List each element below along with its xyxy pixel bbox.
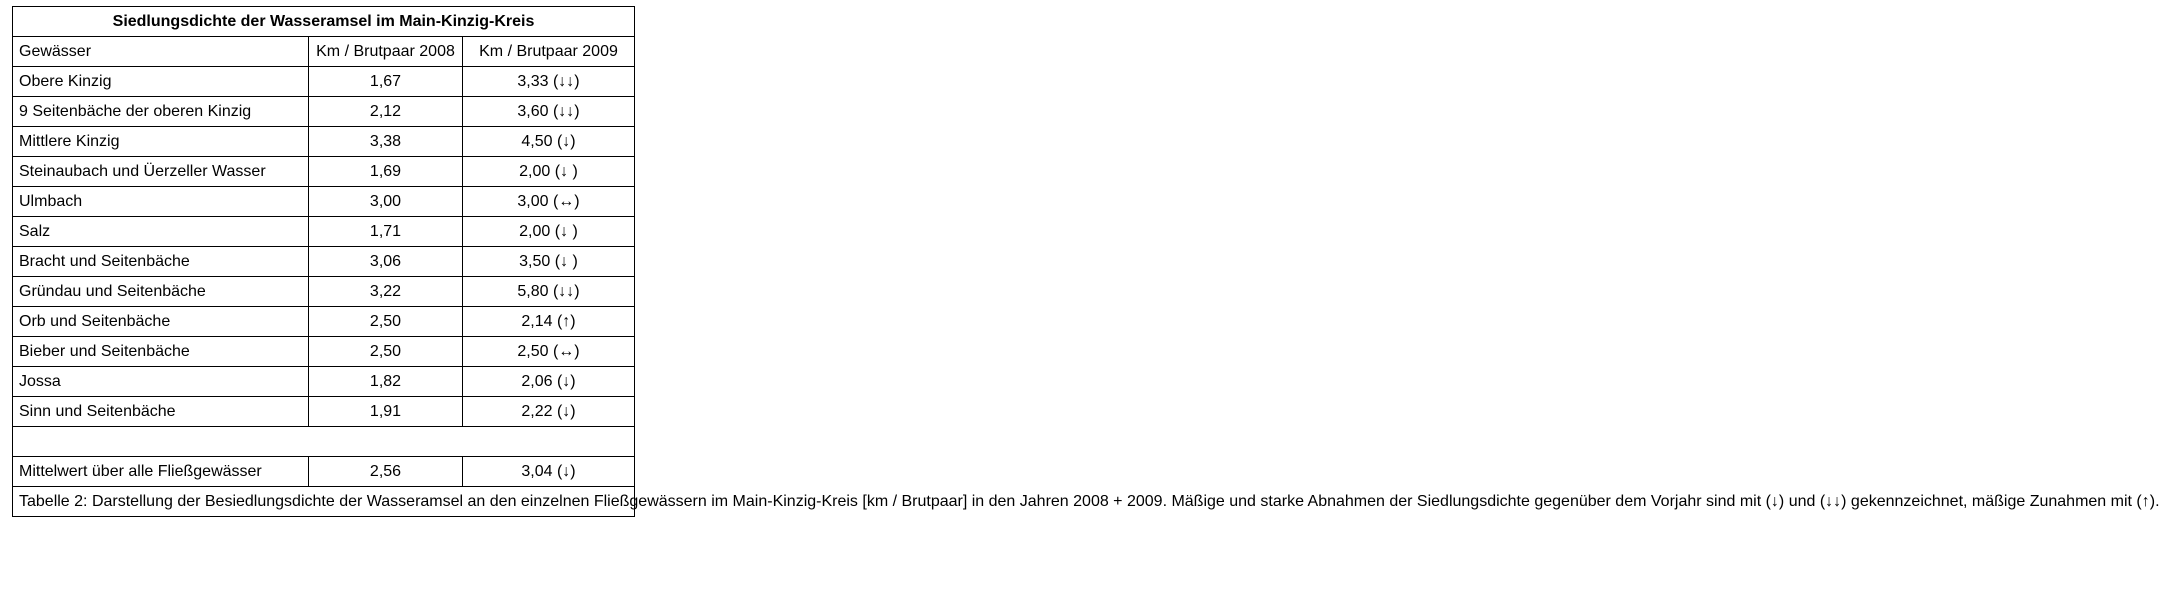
river-name: Salz (13, 217, 309, 247)
river-name: Bracht und Seitenbäche (13, 247, 309, 277)
value-2008: 2,12 (309, 97, 463, 127)
value-2009: 3,60 (↓↓) (463, 97, 635, 127)
table-row (13, 67, 635, 97)
river-name: Mittlere Kinzig (13, 127, 309, 157)
value-2009: 2,50 (↔) (463, 337, 635, 367)
table-row (13, 397, 635, 427)
value-2009: 5,80 (↓↓) (463, 277, 635, 307)
river-name: 9 Seitenbäche der oberen Kinzig (13, 97, 309, 127)
value-2008: 1,71 (309, 217, 463, 247)
value-2008: 3,00 (309, 187, 463, 217)
summary-row (13, 457, 635, 487)
density-table (12, 6, 2160, 517)
river-name: Orb und Seitenbäche (13, 307, 309, 337)
value-2009: 4,50 (↓) (463, 127, 635, 157)
table-row (13, 157, 635, 187)
table-row (13, 97, 635, 127)
value-2008: 2,50 (309, 307, 463, 337)
value-2008: 2,50 (309, 337, 463, 367)
value-2009: 3,33 (↓↓) (463, 67, 635, 97)
blank-cell (13, 427, 635, 457)
blank-row (13, 427, 635, 457)
value-2009: 2,22 (↓) (463, 397, 635, 427)
table-title: Siedlungsdichte der Wasseramsel im Main-Kinzig-Kreis (13, 7, 635, 37)
header-2008: Km / Brutpaar 2008 (309, 37, 463, 67)
river-name: Steinaubach und Üerzeller Wasser (13, 157, 309, 187)
value-2008: 1,82 (309, 367, 463, 397)
table-row (13, 127, 635, 157)
table-caption: Tabelle 2: Darstellung der Besiedlungsdichte der Wasseramsel an den einzelnen Fließgewässern im Main-Kinzig-Kreis [km / Brutpaar] in den Jahren 2008 + 2009. Mäßige und starke Abnahmen der Siedlungsdichte gegenüber dem Vorjahr sind mit (↓) und (↓↓) gekennzeichnet, mäßige Zunahmen mit (↑). (13, 487, 635, 517)
header-2009: Km / Brutpaar 2009 (463, 37, 635, 67)
table-row (13, 307, 635, 337)
river-name: Gründau und Seitenbäche (13, 277, 309, 307)
value-2009: 3,50 (↓ ) (463, 247, 635, 277)
table-row (13, 337, 635, 367)
river-name: Ulmbach (13, 187, 309, 217)
value-2008: 1,67 (309, 67, 463, 97)
value-2009: 2,00 (↓ ) (463, 157, 635, 187)
summary-2008: 2,56 (309, 457, 463, 487)
table-row (13, 187, 635, 217)
header-row (13, 37, 635, 67)
table-row (13, 247, 635, 277)
river-name: Jossa (13, 367, 309, 397)
value-2008: 3,06 (309, 247, 463, 277)
river-name: Sinn und Seitenbäche (13, 397, 309, 427)
header-gewaesser: Gewässer (13, 37, 309, 67)
table-row (13, 217, 635, 247)
title-row (13, 7, 635, 37)
caption-row (13, 487, 635, 517)
value-2008: 3,38 (309, 127, 463, 157)
value-2008: 1,91 (309, 397, 463, 427)
summary-2009: 3,04 (↓) (463, 457, 635, 487)
table-row (13, 367, 635, 397)
river-name: Obere Kinzig (13, 67, 309, 97)
value-2008: 1,69 (309, 157, 463, 187)
value-2008: 3,22 (309, 277, 463, 307)
value-2009: 3,00 (↔) (463, 187, 635, 217)
value-2009: 2,00 (↓ ) (463, 217, 635, 247)
value-2009: 2,06 (↓) (463, 367, 635, 397)
summary-label: Mittelwert über alle Fließgewässer (13, 457, 309, 487)
river-name: Bieber und Seitenbäche (13, 337, 309, 367)
table-row (13, 277, 635, 307)
value-2009: 2,14 (↑) (463, 307, 635, 337)
